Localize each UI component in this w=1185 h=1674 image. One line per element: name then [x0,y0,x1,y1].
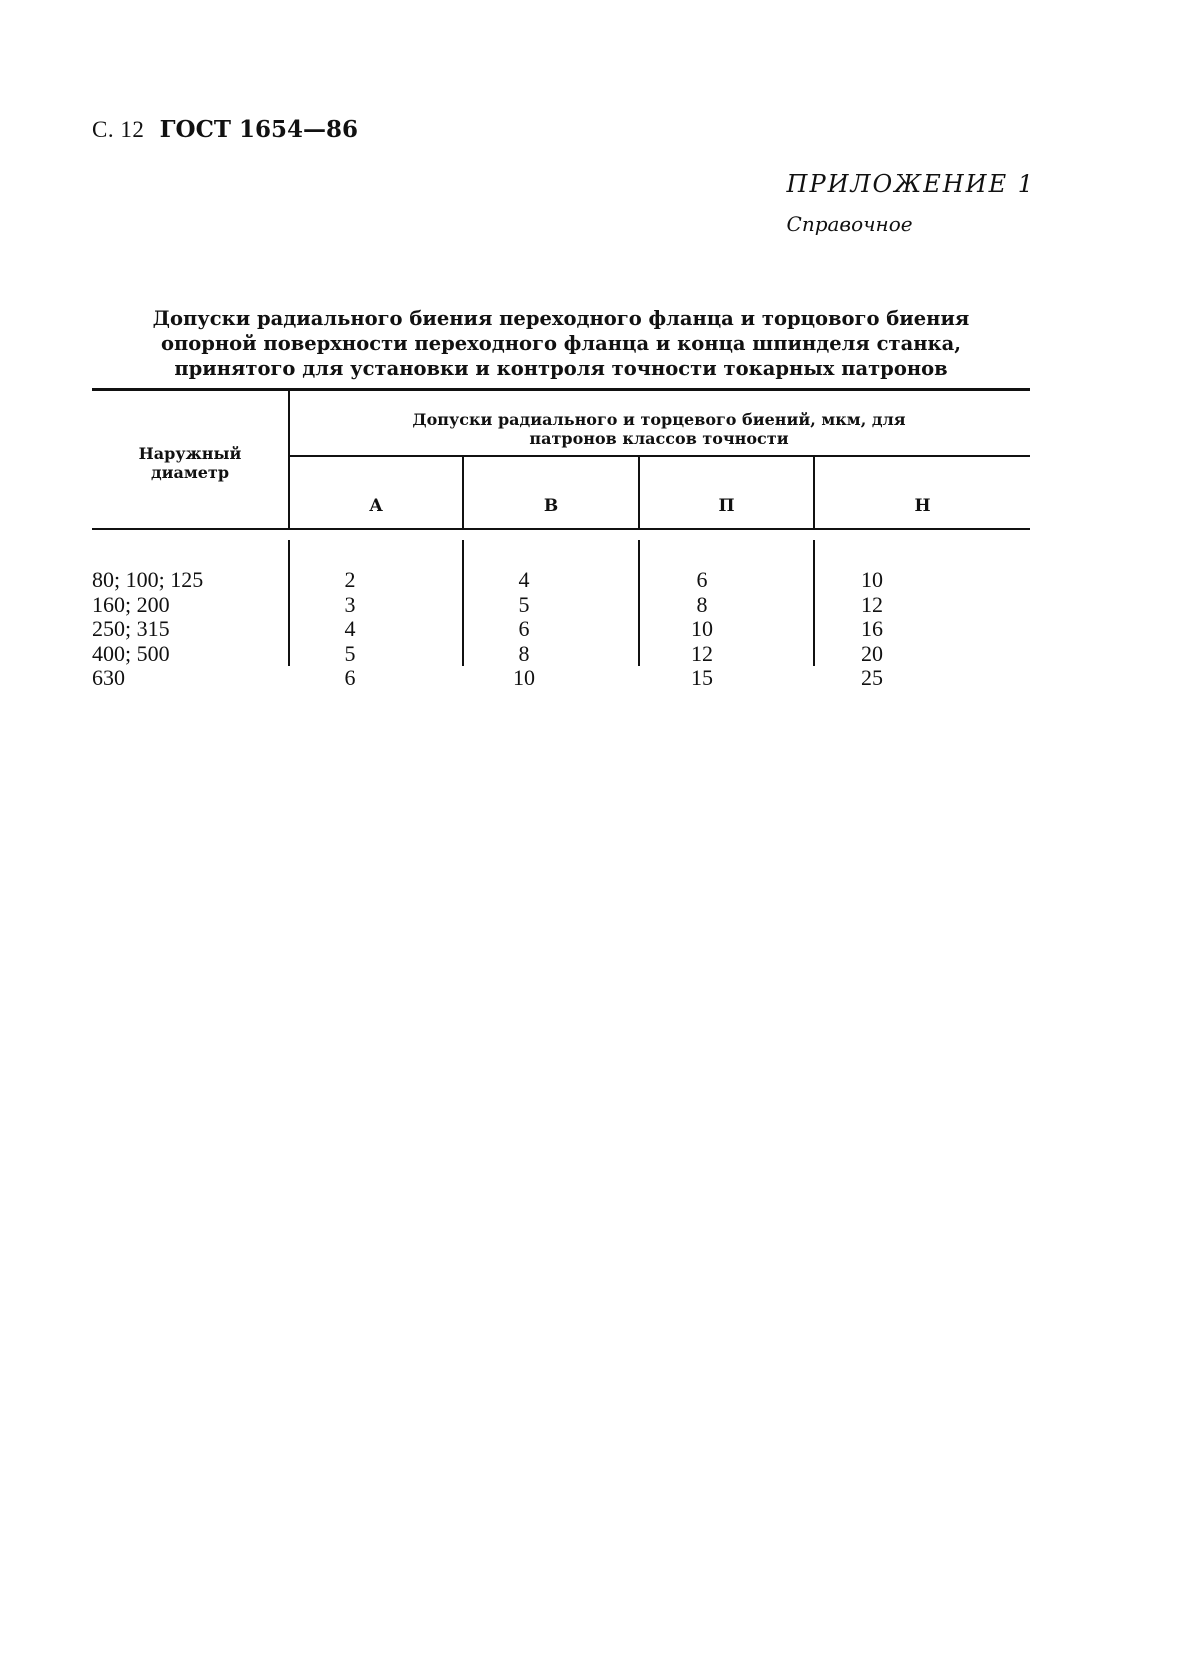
table-cell: 25 [861,665,883,691]
table-cell: 400; 500 [92,640,170,666]
group-header-rule [290,455,1030,457]
table-cell: 10 [861,567,883,592]
class-p-column [642,568,762,691]
column-divider [813,457,815,528]
standard-code: ГОСТ 1654—86 [159,116,359,143]
table-cell: 16 [861,616,883,642]
row-header-line: Наружный [138,444,242,463]
table-cell: 10 [513,665,535,691]
table-cell: 2 [344,567,356,592]
table-cell: 3 [344,591,356,617]
appendix-title: ПРИЛОЖЕНИЕ 1 [786,170,1035,198]
table-title-line: принятого для установки и контроля точности токарных патронов [174,357,948,380]
table-cell: 250; 315 [92,616,170,642]
table-cell: 4 [344,616,356,642]
table-cell: 6 [696,567,708,592]
column-divider [638,457,640,528]
table-cell: 20 [861,640,883,666]
tolerance-table [92,388,1030,708]
page-number: С. 12 [92,117,145,142]
column-divider [638,540,640,666]
column-header-p: П [718,496,735,516]
table-top-rule [92,388,1030,391]
column-header-n: Н [914,496,931,516]
table-cell: 6 [344,665,356,691]
table-title-line: опорной поверхности переходного фланца и конца шпинделя станка, [160,332,961,355]
page-header [92,116,358,143]
group-header-line: патронов классов точности [529,429,789,448]
table-cell: 630 [92,665,125,691]
table-cell: 10 [691,616,713,642]
appendix-subtitle: Справочное [786,212,913,236]
table-cell: 8 [696,591,708,617]
header-bottom-rule [92,528,1030,530]
table-cell: 5 [518,591,530,617]
table-cell: 12 [861,591,883,617]
table-cell: 80; 100; 125 [92,567,204,592]
table-cell: 12 [691,640,713,666]
row-header [92,444,288,482]
group-header [288,410,1030,448]
column-header-b: В [543,496,559,516]
row-header-line: диаметр [150,463,230,482]
appendix-heading [787,170,1035,236]
column-divider [462,457,464,528]
group-header-line: Допуски радиального и торцевого биений, мкм, для [412,410,906,429]
class-n-column [812,568,932,691]
table-cell: 5 [344,640,356,666]
table-cell: 15 [691,665,713,691]
table-title-line: Допуски радиального биения переходного фланца и торцового биения [152,307,970,330]
table-cell: 4 [518,567,530,592]
column-header-a: А [369,496,383,516]
diameter-column [92,568,282,691]
table-cell: 160; 200 [92,591,170,617]
table-cell: 8 [518,640,530,666]
table-cell: 6 [518,616,530,642]
table-title [92,306,1030,381]
class-a-column [290,568,410,691]
class-b-column [464,568,584,691]
